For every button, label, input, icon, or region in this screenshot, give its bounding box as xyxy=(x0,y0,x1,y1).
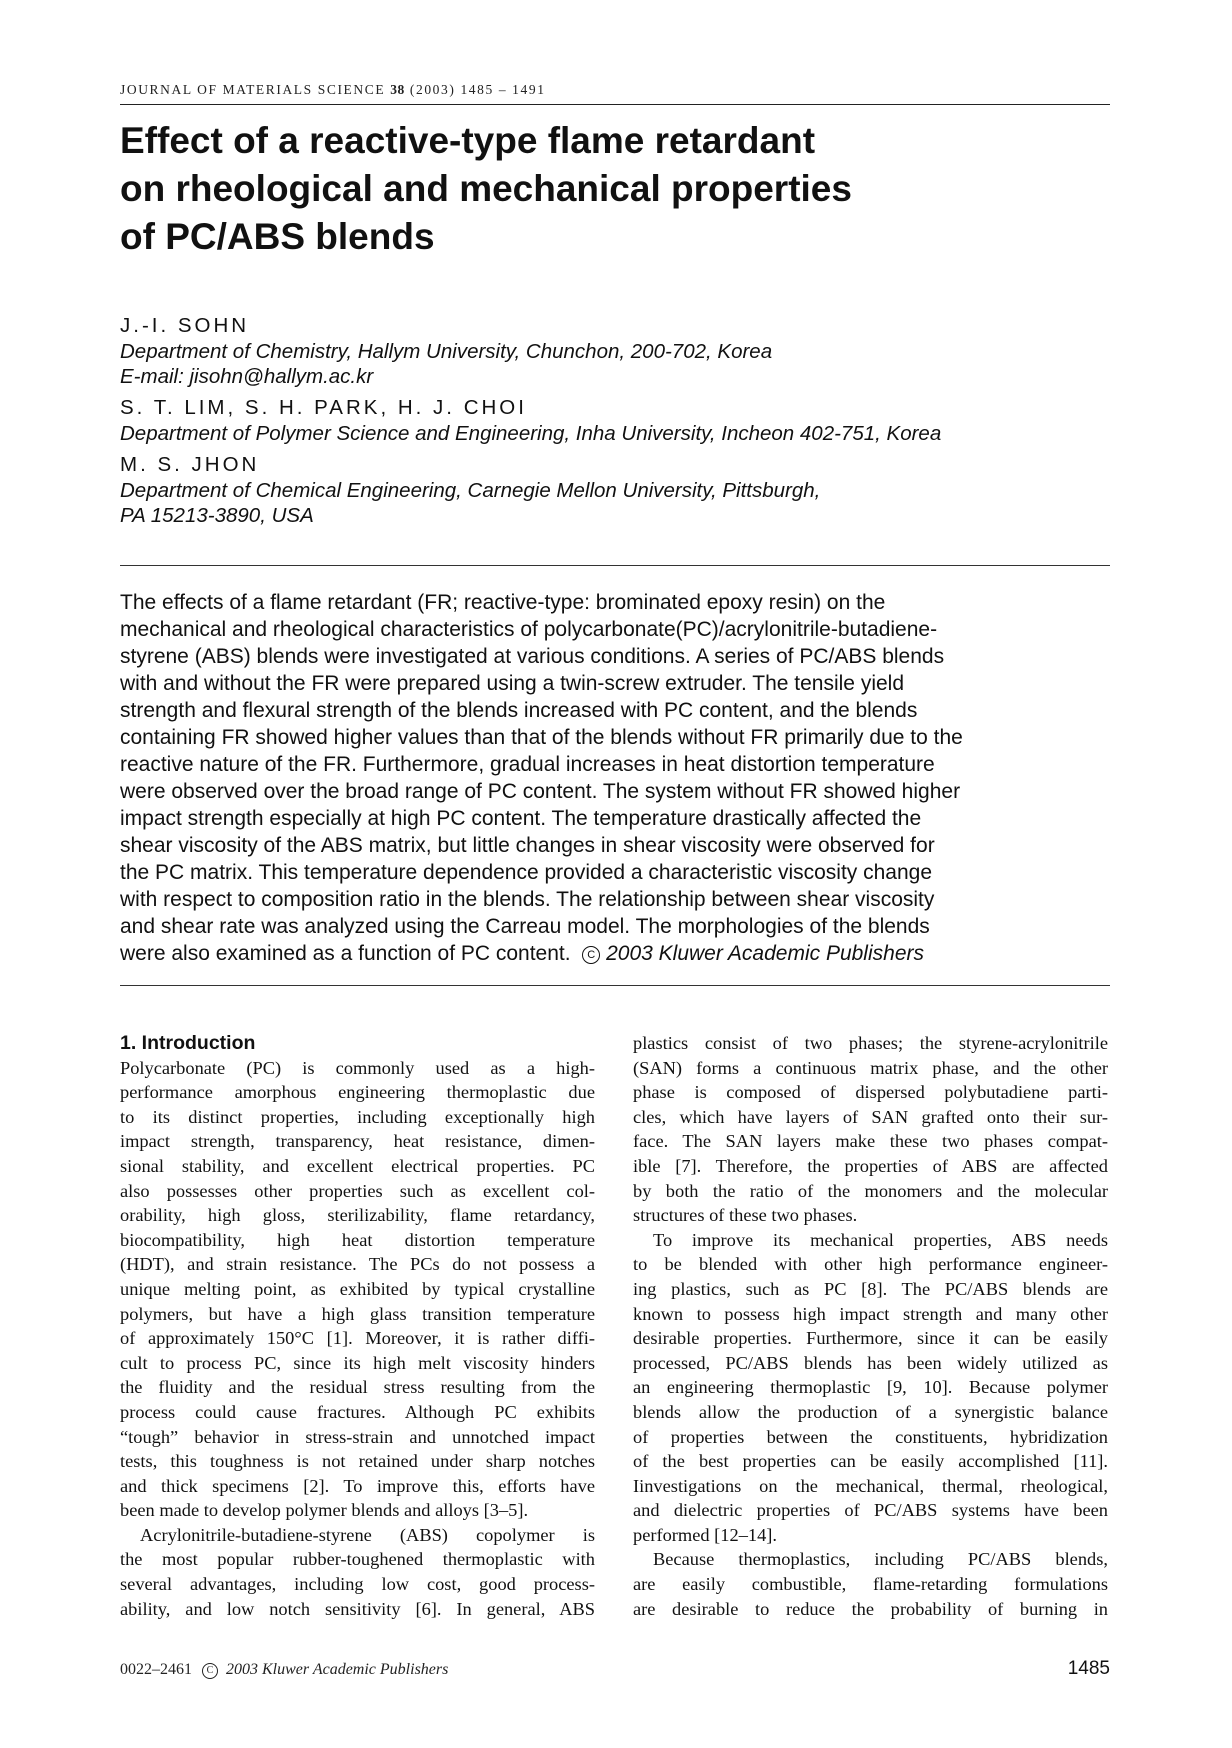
abstract-line-text: were also examined as a function of PC content. xyxy=(120,942,571,965)
paragraph-line: of approximately 150°C [1]. Moreover, it is rather diffi- xyxy=(120,1328,595,1349)
author-names: M. S. JHON xyxy=(120,453,260,476)
paragraph-line: blends allow the production of a synergistic balance xyxy=(633,1401,1108,1422)
abstract-line: impact strength especially at high PC content. The temperature drastically affected the xyxy=(120,807,922,830)
abstract-line: with and without the FR were prepared using a twin-screw extruder. The tensile yield xyxy=(120,672,905,695)
author-block xyxy=(120,313,1120,389)
paragraph-line: process could cause fractures. Although PC exhibits xyxy=(120,1401,595,1422)
abstract-line: with respect to composition ratio in the blends. The relationship between shear viscosity xyxy=(120,888,935,911)
paragraph-line: to be blended with other high performance engineer- xyxy=(633,1254,1108,1275)
paragraph-line: are desirable to reduce the probability of burning in xyxy=(633,1598,1108,1619)
paragraph-line: unique melting point, as exhibited by typical crystalline xyxy=(120,1278,595,1299)
page-number: 1485 xyxy=(1067,1658,1110,1679)
journal-running-header xyxy=(120,82,1110,98)
paragraph-line: plastics consist of two phases; the styrene-acrylonitrile xyxy=(633,1033,1108,1053)
paragraph-line: performance amorphous engineering thermoplastic due xyxy=(120,1082,595,1103)
paragraph-line: tests, this toughness is not retained under sharp notches xyxy=(120,1451,595,1472)
paragraph-line: polymers, but have a high glass transition temperature xyxy=(120,1303,595,1324)
paragraph-line: the most popular rubber-toughened thermoplastic with xyxy=(120,1549,595,1570)
paragraph-line: by both the ratio of the monomers and the molecular xyxy=(633,1180,1108,1201)
paragraph-line: orability, high gloss, sterilizability, flame retardancy, xyxy=(120,1205,595,1226)
author-names: J.-I. SOHN xyxy=(120,314,250,337)
abstract xyxy=(120,589,1120,967)
paragraph-line: Because thermoplastics, including PC/ABS blends, xyxy=(653,1549,1108,1570)
abstract-line: containing FR showed higher values than that of the blends without FR primarily due to the xyxy=(120,726,963,749)
paragraph-line: of properties between the constituents, hybridization xyxy=(633,1426,1108,1447)
paragraph-line: ability, and low notch sensitivity [6]. In general, ABS xyxy=(120,1598,595,1619)
title-line: of PC/ABS blends xyxy=(120,216,435,257)
author-affiliation: PA 15213-3890, USA xyxy=(120,504,314,527)
author-affiliation: Department of Chemistry, Hallym University, Chunchon, 200-702, Korea xyxy=(120,340,773,363)
footer-copyright: 2003 Kluwer Academic Publishers xyxy=(226,1661,449,1678)
right-column-text xyxy=(633,1031,1108,1621)
author-affiliation: Department of Polymer Science and Engineering, Inha University, Incheon 402-751, Korea xyxy=(120,422,942,445)
left-column xyxy=(120,1031,595,1621)
paragraph-line: of the best properties can be easily accomplished [11]. xyxy=(633,1451,1108,1472)
abstract-line: reactive nature of the FR. Furthermore, gradual increases in heat distortion temperature xyxy=(120,753,935,776)
abstract-line: The effects of a flame retardant (FR; reactive-type: brominated epoxy resin) on the xyxy=(120,591,886,614)
left-column-text xyxy=(120,1056,595,1622)
author-names: S. T. LIM, S. H. PARK, H. J. CHOI xyxy=(120,396,527,419)
abstract-line: the PC matrix. This temperature dependence provided a characteristic viscosity change xyxy=(120,861,933,884)
abstract-body xyxy=(120,589,1120,940)
author-block xyxy=(120,452,1120,528)
abstract-line: shear viscosity of the ABS matrix, but little changes in shear viscosity were observed for xyxy=(120,834,935,857)
paragraph-line: been made to develop polymer blends and alloys [3–5]. xyxy=(120,1500,529,1521)
header-rule xyxy=(120,104,1110,105)
footer-issn-copyright xyxy=(120,1661,448,1679)
paragraph-line: Iinvestigations on the mechanical, thermal, rheological, xyxy=(633,1475,1108,1496)
paragraph-line: performed [12–14]. xyxy=(633,1524,778,1545)
journal-year-pages: (2003) 1485 – 1491 xyxy=(409,82,546,97)
paragraph-line: are easily combustible, flame-retarding formulations xyxy=(633,1574,1108,1595)
copyright-icon: C xyxy=(582,946,600,964)
paragraph-line: sional stability, and excellent electrical properties. PC xyxy=(120,1155,595,1176)
title-line: on rheological and mechanical properties xyxy=(120,168,852,209)
right-column xyxy=(633,1031,1108,1621)
abstract-bottom-rule xyxy=(120,985,1110,986)
author-list xyxy=(120,313,1120,530)
paragraph-line: the fluidity and the residual stress resulting from the xyxy=(120,1377,595,1398)
paragraph-line: to its distinct properties, including exceptionally high xyxy=(120,1106,595,1127)
paragraph-line: processed, PC/ABS blends has been widely utilized as xyxy=(633,1352,1108,1373)
abstract-copyright: 2003 Kluwer Academic Publishers xyxy=(606,942,924,965)
paragraph-line: ing plastics, such as PC [8]. The PC/ABS blends are xyxy=(633,1278,1108,1299)
paragraph-line: known to possess high impact strength and many other xyxy=(633,1303,1108,1324)
paragraph-line: cult to process PC, since its high melt viscosity hinders xyxy=(120,1352,595,1373)
title-line: Effect of a reactive-type flame retardant xyxy=(120,120,816,161)
abstract-line: styrene (ABS) blends were investigated at various conditions. A series of PC/ABS blends xyxy=(120,645,945,668)
paragraph-line: Polycarbonate (PC) is commonly used as a high- xyxy=(120,1057,595,1078)
paragraph-line: biocompatibility, high heat distortion temperature xyxy=(120,1229,595,1250)
paragraph-line: face. The SAN layers make these two phases compat- xyxy=(633,1131,1108,1152)
abstract-line: mechanical and rheological characteristics of polycarbonate(PC)/acrylonitrile-butadiene- xyxy=(120,618,938,641)
abstract-line: strength and flexural strength of the blends increased with PC content, and the blends xyxy=(120,699,918,722)
paragraph-line: desirable properties. Furthermore, since it can be easily xyxy=(633,1328,1108,1349)
paragraph-line: several advantages, including low cost, good process- xyxy=(120,1574,595,1595)
abstract-line: and shear rate was analyzed using the Carreau model. The morphologies of the blends xyxy=(120,915,930,938)
paragraph-line: cles, which have layers of SAN grafted onto their sur- xyxy=(633,1106,1108,1127)
abstract-top-rule xyxy=(120,565,1110,566)
copyright-icon: C xyxy=(202,1663,218,1679)
abstract-line: were observed over the broad range of PC content. The system without FR showed higher xyxy=(120,780,961,803)
paragraph-line: ible [7]. Therefore, the properties of ABS are affected xyxy=(633,1155,1108,1176)
paragraph-line: phase is composed of dispersed polybutadiene parti- xyxy=(633,1082,1108,1103)
paragraph-line: and dielectric properties of PC/ABS systems have been xyxy=(633,1500,1108,1521)
paragraph-line: impact strength, transparency, heat resistance, dimen- xyxy=(120,1131,595,1152)
paragraph-line: To improve its mechanical properties, ABS needs xyxy=(653,1229,1108,1250)
paragraph-line: (HDT), and strain resistance. The PCs do not possess a xyxy=(120,1254,595,1275)
paragraph-line: also possesses other properties such as excellent col- xyxy=(120,1180,595,1201)
paragraph-line: and thick specimens [2]. To improve this, efforts have xyxy=(120,1475,595,1496)
issn: 0022–2461 xyxy=(120,1661,192,1678)
paragraph-line: Acrylonitrile-butadiene-styrene (ABS) copolymer is xyxy=(140,1524,595,1545)
author-affiliation: Department of Chemical Engineering, Carnegie Mellon University, Pittsburgh, xyxy=(120,479,821,502)
paper-title xyxy=(120,117,1120,261)
paragraph-line: “tough” behavior in stress-strain and unnotched impact xyxy=(120,1426,595,1447)
paragraph-line: (SAN) forms a continuous matrix phase, and the other xyxy=(633,1057,1108,1078)
journal-name: JOURNAL OF MATERIALS SCIENCE xyxy=(120,82,386,97)
paragraph-line: an engineering thermoplastic [9, 10]. Because polymer xyxy=(633,1377,1108,1398)
abstract-last-line xyxy=(120,940,1120,967)
section-heading: 1. Introduction xyxy=(120,1032,256,1054)
paragraph-line: structures of these two phases. xyxy=(633,1205,858,1226)
author-email: E-mail: jisohn@hallym.ac.kr xyxy=(120,365,374,388)
journal-volume: 38 xyxy=(390,82,405,97)
author-block xyxy=(120,395,1120,446)
